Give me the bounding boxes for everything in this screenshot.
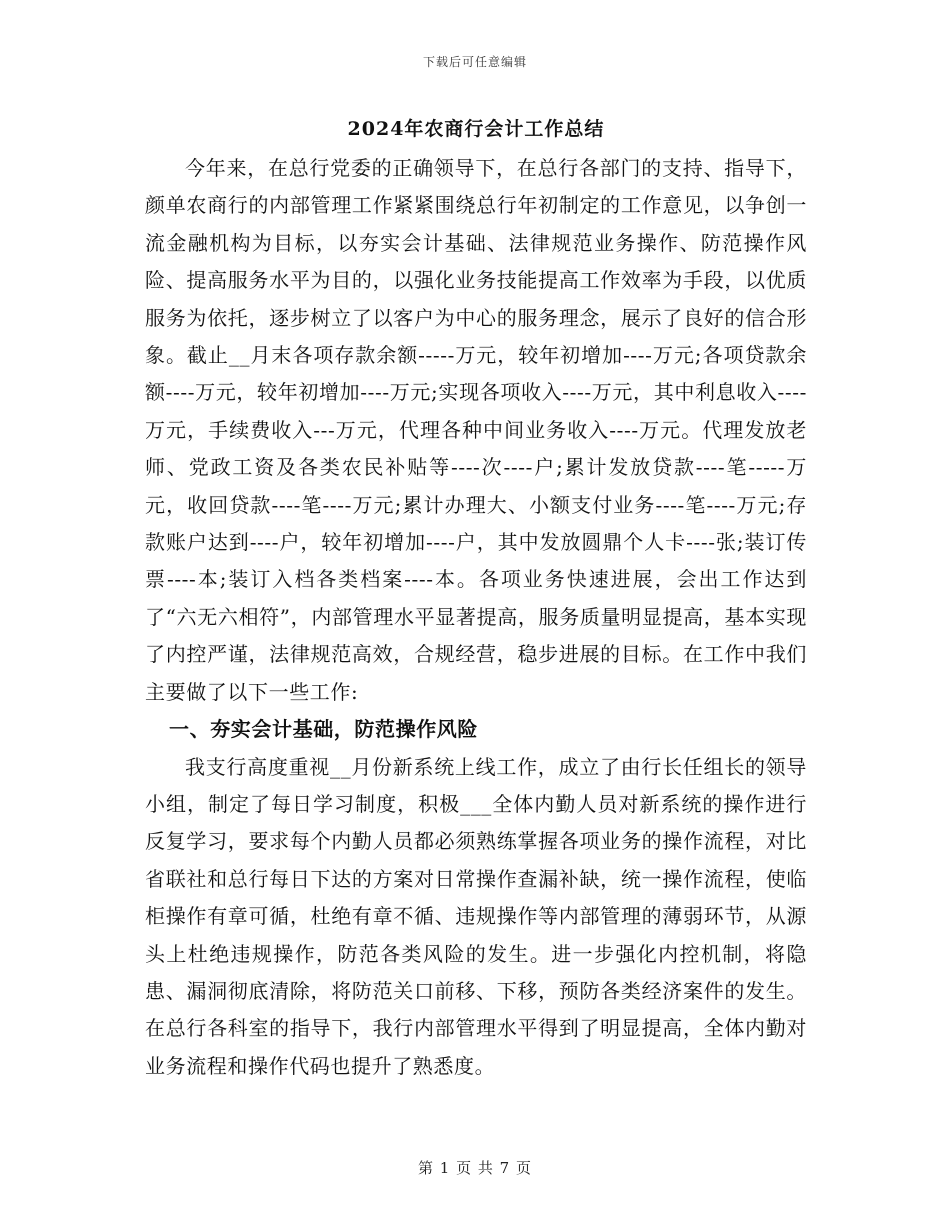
paragraph-section-1: 我支行高度重视__月份新系统上线工作，成立了由行长任组长的领导小组，制定了每日学习制度，积极___全体内勤人员对新系统的操作进行反复学习，要求每个内勤人员都必须熟练掌握各项业务的操作流程，对比省联社和总行每日下达的方案对日常操作查漏补缺，统一操作流程，使临柜操作有章可循，杜绝有章不循、违规操作等内部管理的薄弱环节，从源头上杜绝违规操作，防范各类风险的发生。进一步强化内控机制，将隐患、漏洞彻底清除，将防范关口前移、下移，预防各类经济案件的发生。在总行各科室的指导下，我行内部管理水平得到了明显提高，全体内勤对业务流程和操作代码也提升了熟悉度。 [145, 754, 807, 1078]
paragraph-intro: 今年来，在总行党委的正确领导下，在总行各部门的支持、指导下，颜单农商行的内部管理工作紧紧围绕总行年初制定的工作意见，以争创一流金融机构为目标，以夯实会计基础、法律规范业务操作、防范操作风险、提高服务水平为目的，以强化业务技能提高工作效率为手段，以优质服务为依托，逐步树立了以客户为中心的服务理念，展示了良好的信合形象。截止__月末各项存款余额-----万元，较年初增加----万元;各项贷款余额----万元，较年初增加----万元;实现各项收入----万元，其中利息收入----万元，手续费收入---万元，代理各种中间业务收入----万元。代理发放老师、党政工资及各类农民补贴等----次----户;累计发放贷款----笔-----万元，收回贷款----笔----万元;累计办理大、小额支付业务----笔----万元;存款账户达到----户，较年初增加----户，其中发放圆鼎个人卡----张;装订传票----本;装订入档各类档案----本。各项业务快速进展，会出工作达到了“六无六相符”，内部管理水平显著提高，服务质量明显提高，基本实现了内控严谨，法律规范高效，合规经营，稳步进展的目标。在工作中我们主要做了以下一些工作: [145, 156, 807, 704]
document-title: 2024年农商行会计工作总结 [347, 118, 605, 140]
section-heading-1: 一、夯实会计基础，防范操作风险 [169, 717, 478, 742]
page-number: 第 1 页 共 7 页 [418, 1159, 532, 1177]
document-body [145, 112, 807, 1085]
header-note: 下载后可任意编辑 [422, 55, 527, 69]
